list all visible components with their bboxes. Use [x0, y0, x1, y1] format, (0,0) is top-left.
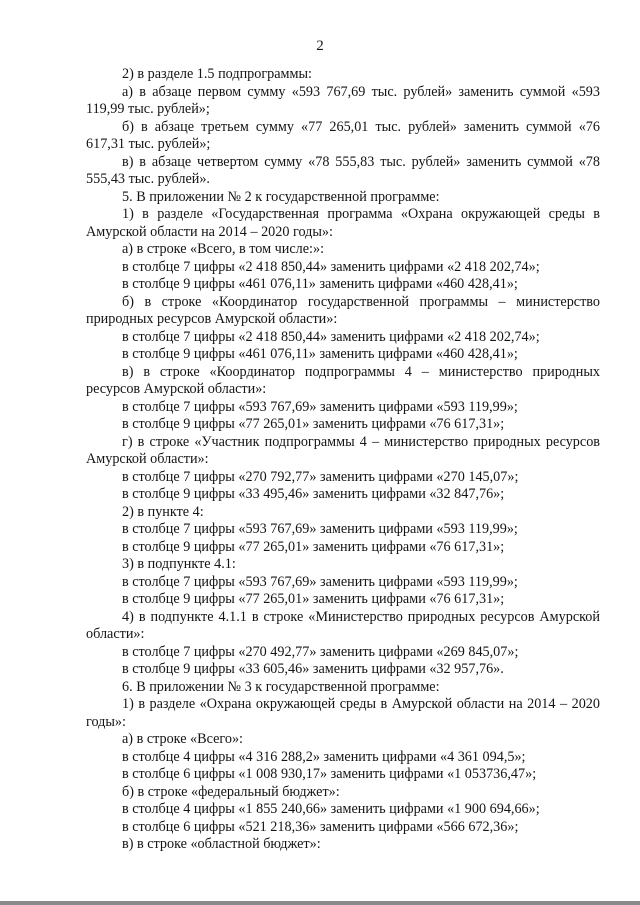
paragraph: в столбце 9 цифры «33 605,46» заменить цифрами «32 957,76». — [122, 661, 504, 677]
paragraph: 2) в пункте 4: — [122, 503, 204, 520]
paragraph: 3) в подпункте 4.1: — [122, 556, 236, 572]
paragraph: в столбце 6 цифры «521 218,36» заменить цифрами «566 672,36»; — [122, 818, 519, 835]
paragraph: в столбце 4 цифры «1 855 240,66» заменить цифрами «1 900 694,66»; — [122, 801, 540, 817]
paragraph: 6. В приложении № 3 к государственной программе: — [122, 678, 440, 695]
paragraph: в) в абзаце четвертом сумму «78 555,83 тыс. рублей» заменить суммой «78 555,43 тыс. рублей». — [86, 153, 600, 187]
paragraph: а) в строке «Всего»: — [122, 731, 243, 747]
paragraph: в столбце 9 цифры «461 076,11» заменить цифрами «460 428,41»; — [122, 276, 518, 292]
paragraph: г) в строке «Участник подпрограммы 4 – министерство природных ресурсов Амурской области»: — [86, 433, 600, 467]
paragraph: б) в строке «Координатор государственной программы – министерство природных ресурсов Амурской области»: — [86, 293, 600, 327]
paragraph: в столбце 7 цифры «593 767,69» заменить цифрами «593 119,99»; — [122, 521, 518, 537]
paragraph: 5. В приложении № 2 к государственной программе: — [122, 188, 440, 205]
paragraph: в) в строке «областной бюджет»: — [122, 836, 321, 852]
paragraph: в столбце 9 цифры «77 265,01» заменить цифрами «76 617,31»; — [122, 591, 505, 607]
paragraph: в столбце 6 цифры «1 008 930,17» заменить цифрами «1 053736,47»; — [122, 766, 537, 782]
document-body — [86, 66, 600, 854]
paragraph: в столбце 7 цифры «2 418 850,44» заменить цифрами «2 418 202,74»; — [122, 328, 540, 345]
paragraph: в столбце 9 цифры «77 265,01» заменить цифрами «76 617,31»; — [122, 538, 505, 555]
paragraph: б) в строке «федеральный бюджет»: — [122, 783, 340, 800]
paragraph: в столбце 9 цифры «33 495,46» заменить цифрами «32 847,76»; — [122, 486, 505, 502]
paragraph: в) в строке «Координатор подпрограммы 4 – министерство природных ресурсов Амурской области»: — [86, 363, 600, 397]
paragraph: в столбце 4 цифры «4 316 288,2» заменить цифрами «4 361 094,5»; — [122, 748, 526, 765]
paragraph: 1) в разделе «Государственная программа «Охрана окружающей среды в Амурской области на 2014 – 2020 годы»: — [86, 206, 600, 240]
paragraph: в столбце 7 цифры «593 767,69» заменить цифрами «593 119,99»; — [122, 398, 518, 415]
paragraph: в столбце 7 цифры «593 767,69» заменить цифрами «593 119,99»; — [122, 573, 518, 590]
paragraph: в столбце 9 цифры «461 076,11» заменить цифрами «460 428,41»; — [122, 346, 518, 362]
paragraph: в столбце 7 цифры «270 492,77» заменить цифрами «269 845,07»; — [122, 643, 519, 660]
paragraph: в столбце 7 цифры «2 418 850,44» заменить цифрами «2 418 202,74»; — [122, 258, 540, 275]
paragraph: а) в абзаце первом сумму «593 767,69 тыс. рублей» заменить суммой «593 119,99 тыс. рублей»; — [86, 83, 600, 117]
paragraph: 1) в разделе «Охрана окружающей среды в Амурской области на 2014 – 2020 годы»: — [86, 696, 600, 730]
paragraph: в столбце 9 цифры «77 265,01» заменить цифрами «76 617,31»; — [122, 416, 505, 432]
paragraph: б) в абзаце третьем сумму «77 265,01 тыс. рублей» заменить суммой «76 617,31 тыс. рублей»; — [86, 118, 600, 152]
paragraph: в столбце 7 цифры «270 792,77» заменить цифрами «270 145,07»; — [122, 468, 519, 485]
paragraph: а) в строке «Всего, в том числе:»: — [122, 241, 325, 257]
paragraph: 4) в подпункте 4.1.1 в строке «Министерство природных ресурсов Амурской области»: — [86, 608, 600, 642]
scan-bottom-edge — [0, 901, 640, 905]
paragraph: 2) в разделе 1.5 подпрограммы: — [122, 66, 312, 82]
page-number: 2 — [316, 38, 324, 54]
